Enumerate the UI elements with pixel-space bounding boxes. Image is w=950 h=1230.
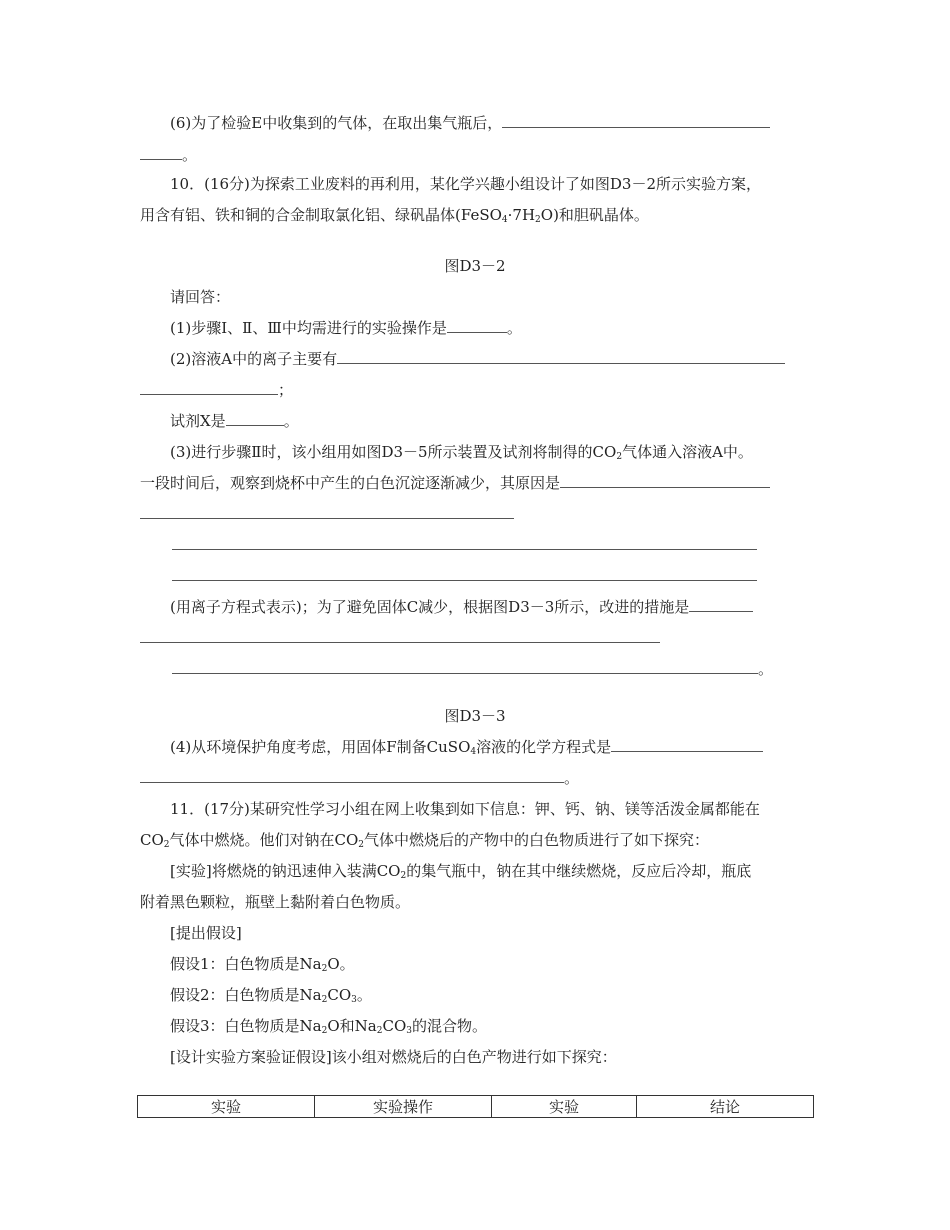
answer-blank[interactable] — [611, 737, 763, 752]
q11-intro-line1: 11．(17分)某研究性学习小组在网上收集到如下信息：钾、钙、钠、镁等活泼金属都能在 — [170, 800, 760, 818]
q10-part3-line2 — [140, 473, 770, 493]
answer-blank[interactable] — [140, 628, 660, 643]
answer-blank[interactable] — [337, 349, 785, 364]
q10-part4-line2 — [140, 768, 579, 788]
answer-blank[interactable] — [140, 768, 564, 783]
answer-blank[interactable] — [172, 659, 758, 674]
subscript: 4 — [470, 747, 477, 757]
subscript: 2 — [321, 1026, 328, 1036]
answer-blank[interactable] — [172, 535, 757, 550]
q11-experiment-line1 — [170, 861, 751, 881]
please-answer: 请回答： — [170, 288, 231, 306]
subscript: 2 — [358, 840, 365, 850]
table-header-cell: 结论 — [637, 1096, 814, 1118]
q10-intro2-c: ·7H — [507, 206, 536, 224]
q10-part3-line3 — [140, 504, 514, 524]
q11-intro2-e: 气体中燃烧后的产物中的白色物质进行了如下探究： — [364, 831, 710, 849]
table-header-cell: 实验 — [138, 1096, 315, 1118]
q10-part3-line2-text: 一段时间后，观察到烧杯中产生的白色沉淀逐渐减少，其原因是 — [140, 474, 561, 492]
q10-part3-line5 — [172, 566, 757, 586]
q11-experiment-line2: 附着黑色颗粒，瓶壁上黏附着白色物质。 — [140, 893, 411, 911]
q10-reagent-text: 试剂X是 — [170, 412, 226, 430]
q10-part3-a: (3)进行步骤Ⅱ时，该小组用如图D3－5所示装置及试剂将制得的CO — [170, 443, 617, 461]
answer-blank[interactable] — [226, 411, 284, 426]
q10-reagent — [170, 411, 299, 431]
q11-intro2-c: 气体中燃烧。他们对钠在CO — [169, 831, 359, 849]
q10-part2-end: ； — [278, 381, 294, 399]
q11-h2-e: 。 — [356, 986, 372, 1004]
table-header-row — [138, 1096, 814, 1118]
subscript: 2 — [163, 840, 170, 850]
q11-h3-a: 假设3：白色物质是Na — [170, 1017, 322, 1035]
q11-hypothesis-2 — [170, 985, 372, 1005]
answer-blank[interactable] — [689, 597, 753, 612]
q10-part2-text: (2)溶液A中的离子主要有 — [170, 350, 338, 368]
subscript: 2 — [321, 964, 328, 974]
q11-design: [设计实验方案验证假设]该小组对燃烧后的白色产物进行如下探究： — [170, 1048, 617, 1066]
figure-caption-d3-3: 图D3－3 — [444, 707, 506, 725]
q10-part1-end: 。 — [506, 319, 522, 337]
q11-h1-a: 假设1：白色物质是Na — [170, 955, 322, 973]
q10-part4-c: 溶液的化学方程式是 — [476, 738, 612, 756]
answer-blank[interactable] — [140, 504, 514, 519]
q10-part3-line6 — [170, 597, 753, 617]
q11-h3-g: 的混合物。 — [411, 1017, 487, 1035]
subscript: 2 — [535, 215, 541, 225]
q10-part2 — [170, 349, 785, 369]
q11-hypothesis-title: [提出假设] — [170, 924, 242, 942]
q9-part6-end: 。 — [182, 146, 198, 164]
q11-exp1-a: [实验]将燃烧的钠迅速伸入装满CO — [170, 862, 401, 880]
q11-h1-c: O。 — [327, 955, 355, 973]
q10-part3-line6-text: (用离子方程式表示)；为了避免固体C减少，根据图D3－3所示，改进的措施是 — [170, 598, 690, 616]
q10-intro2-a: 用含有铝、铁和铜的合金制取氯化铝、绿矾晶体(FeSO — [140, 206, 502, 224]
q11-intro2-a: CO — [140, 831, 164, 849]
q10-intro2-e: O)和胆矾晶体。 — [540, 206, 649, 224]
subscript: 3 — [351, 995, 357, 1005]
q10-part3-line8 — [172, 659, 773, 679]
q11-h3-c: O和Na — [327, 1017, 377, 1035]
q11-hypothesis-1 — [170, 954, 355, 974]
answer-blank[interactable] — [502, 113, 770, 128]
q10-reagent-end: 。 — [283, 412, 299, 430]
q9-part6-text: (6)为了检验E中收集到的气体，在取出集气瓶后， — [170, 114, 503, 132]
experiment-table — [137, 1095, 814, 1118]
table-header-cell: 实验 — [492, 1096, 637, 1118]
q10-intro-line1: 10．(16分)为探索工业废料的再利用，某化学兴趣小组设计了如图D3－2所示实验方案， — [170, 175, 761, 193]
q11-hypothesis-3 — [170, 1016, 487, 1036]
q10-part4-end: 。 — [564, 769, 580, 787]
answer-blank[interactable] — [560, 473, 770, 488]
q9-part6-cont — [140, 145, 197, 165]
q10-part3-line7 — [140, 628, 660, 648]
q11-intro-line2 — [140, 830, 709, 850]
q11-h2-a: 假设2：白色物质是Na — [170, 986, 322, 1004]
subscript: 2 — [400, 871, 407, 881]
q11-exp1-c: 的集气瓶中，钠在其中继续燃烧，反应后冷却，瓶底 — [406, 862, 752, 880]
q11-h3-e: CO — [382, 1017, 407, 1035]
q10-part3-c: 气体通入溶液A中。 — [622, 443, 753, 461]
q10-part4-a: (4)从环境保护角度考虑，用固体F制备CuSO — [170, 738, 471, 756]
subscript: 2 — [321, 995, 328, 1005]
subscript: 2 — [616, 452, 623, 462]
answer-blank[interactable] — [140, 145, 182, 160]
q10-part4-line1 — [170, 737, 763, 757]
subscript: 2 — [376, 1026, 383, 1036]
q10-part2-cont — [140, 380, 293, 400]
answer-blank[interactable] — [140, 380, 278, 395]
table-header-cell: 实验操作 — [315, 1096, 492, 1118]
q10-intro-line2 — [140, 205, 649, 225]
q10-part1 — [170, 318, 522, 338]
q10-part3-end: 。 — [758, 660, 774, 678]
q10-part3-line4 — [172, 535, 757, 555]
q11-h2-c: CO — [327, 986, 352, 1004]
subscript: 3 — [406, 1026, 412, 1036]
answer-blank[interactable] — [447, 318, 507, 333]
answer-blank[interactable] — [172, 566, 757, 581]
q10-part1-text: (1)步骤Ⅰ、Ⅱ、Ⅲ中均需进行的实验操作是 — [170, 319, 447, 337]
q9-part6 — [170, 113, 770, 133]
figure-caption-d3-2: 图D3－2 — [444, 257, 506, 275]
subscript: 4 — [501, 215, 508, 225]
q10-part3-line1 — [170, 442, 753, 462]
